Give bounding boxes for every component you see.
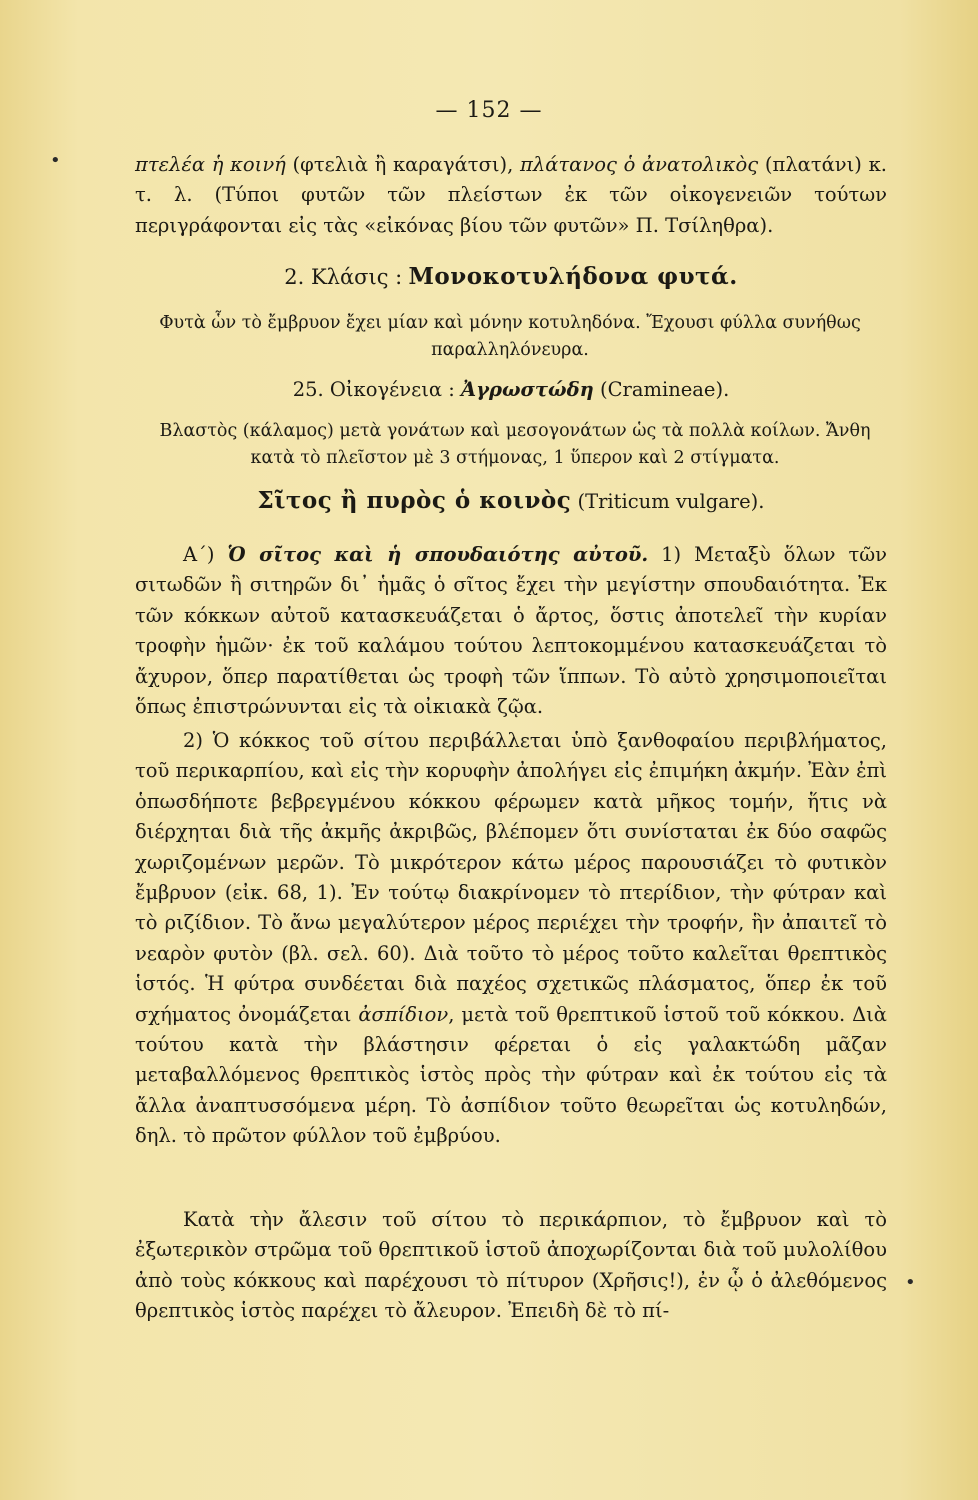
paragraph-2-text-after: , μετὰ τοῦ θρεπτικοῦ ἱστοῦ τοῦ κόκκου. Διὰ τούτου κατὰ τὴν βλάστησιν φέρεται ὁ εἰς γαλακτώδη μᾶζαν μεταβαλλόμενος θρεπτικὸς ἱστὸς πρὸς τὴν φύτραν καὶ ἐκ τούτου εἰς τὰ ἄλλα ἀναπτυσσόμενα μέρη. Τὸ ἀσπίδιον τοῦτο θεωρεῖται ὡς κοτυληδών, δηλ. τὸ πρῶτον φύλλον τοῦ ἐμβρύου.: [135, 1002, 887, 1148]
paragraph-2: [135, 726, 887, 1152]
family-name: Ἀγρωστώδη: [461, 378, 594, 401]
family-label: 25. Οἰκογένεια :: [292, 378, 455, 401]
tree1-name: πτελέα ἡ κοινή: [135, 153, 286, 176]
class-label: 2. Κλάσις :: [284, 265, 403, 289]
class-title: Μονοκοτυλήδονα φυτά.: [408, 263, 738, 290]
page-number: — 152 —: [435, 98, 543, 123]
species-title: Σῖτος ἢ πυρὸς ὁ κοινὸς: [257, 487, 572, 514]
section-a-text: 1) Μεταξὺ ὅλων τῶν σιτωδῶν ἢ σιτηρῶν δι᾽ ἡμᾶς ὁ σῖτος ἔχει τὴν μεγίστην σπουδαιότητα. Ἐκ τῶν κόκκων αὐτοῦ κατασκευάζεται ὁ ἄρτος, ὅστις ἀποτελεῖ τὴν κυρίαν τροφὴν ἡμῶν· ἐκ τοῦ καλάμου τούτου λεπτοκομμένου κατασκευάζεται τὸ ἄχυρον, ὅπερ παρατίθεται ὡς τροφὴ τῶν ἵππων. Τὸ αὐτὸ χρησιμοποιεῖται ὅπως ἐπιστρώνυνται εἰς τὰ οἰκιακὰ ζῷα.: [135, 543, 888, 719]
margin-dot-mark: •: [50, 150, 61, 171]
family-latin: (Cramineae).: [600, 378, 730, 401]
section-a-paragraph: [135, 540, 887, 722]
intro-paragraph: [135, 150, 887, 241]
tree1-common: (φτελιὰ ἢ καραγάτσι),: [285, 153, 521, 176]
paragraph-2-text-before: 2) Ὁ κόκκος τοῦ σίτου περιβάλλεται ὑπὸ ξανθοφαίου περιβλήματος, τοῦ περικαρπίου, καὶ εἰς τὴν κορυφὴν ἀπολήγει εἰς ἐπιμήκη ἀκμήν. Ἐὰν ἐπὶ ὁπωσδήποτε βεβρεγμένου κόκκου φέρωμεν κατὰ μῆκος τομήν, ἥτις νὰ διέρχηται διὰ τῆς ἀκμῆς ἀκριβῶς, βλέπομεν ὅτι συνίσταται ἐκ δύο σαφῶς χωριζομένων μερῶν. Τὸ μικρότερον κάτω μέρος παρουσιάζει τὸ φυτικὸν ἔμβρυον (εἰκ. 68, 1). Ἐν τούτῳ διακρίνομεν τὸ πτερίδιον, τὴν φύτραν καὶ τὸ ριζίδιον. Τὸ ἄνω μεγαλύτερον μέρος περιέχει τὴν τροφήν, ἣν ἀπαιτεῖ τὸ νεαρὸν φυτὸν (βλ. σελ. 60). Διὰ τοῦτο τὸ μέρος τοῦτο καλεῖται θρεπτικὸς ἱστός. Ἡ φύτρα συνδέεται διὰ παχέος σχετικῶς πλάσματος, ὅπερ ἐκ τοῦ σχήματος ὀνομάζεται: [135, 729, 887, 1026]
margin-dot-mark-bottom: •: [905, 1272, 916, 1293]
class-heading: [135, 262, 887, 293]
class-description: Φυτὰ ὧν τὸ ἔμβρυον ἔχει μίαν καὶ μόνην κοτυληδόνα. Ἔχουσι φύλλα συνήθως παραλληλόνευρα.: [159, 313, 861, 360]
tree2-common: (πλατάνι) κ. τ. λ. (Τύποι φυτῶν τῶν πλείστων ἐκ τῶν οἰκογενειῶν τούτων περιγράφονται εἰς τὰς «εἰκόνας βίου τῶν φυτῶν» Π. Τσίληθρα).: [135, 153, 887, 237]
paragraph-3: Κατὰ τὴν ἄλεσιν τοῦ σίτου τὸ περικάρπιον, τὸ ἔμβρυον καὶ τὸ ἐξωτερικὸν στρῶμα τοῦ θρεπτικοῦ ἱστοῦ ἀποχωρίζονται διὰ τοῦ μυλολίθου ἀπὸ τοὺς κόκκους καὶ παρέχουσι τὸ πίτυρον (Χρῆσις!), ἐν ᾧ ὁ ἀλεθόμενος θρεπτικὸς ἱστὸς παρέχει τὸ ἄλευρον. Ἐπειδὴ δὲ τὸ πί-: [135, 1208, 887, 1323]
species-latin: (Triticum vulgare).: [577, 490, 765, 513]
tree2-name: πλάτανος ὁ ἀνατολικὸς: [520, 153, 759, 176]
paragraph-2-term: ἀσπίδιον: [358, 1002, 449, 1026]
family-description: Βλαστὸς (κάλαμος) μετὰ γονάτων καὶ μεσογονάτων ὡς τὰ πολλὰ κοίλων. Ἄνθη κατὰ τὸ πλεῖστον μὲ 3 στήμονας, 1 ὕπερον καὶ 2 στίγματα.: [159, 421, 871, 468]
family-heading: [135, 375, 887, 405]
section-a-title: Ὁ σῖτος καὶ ἡ σπουδαιότης αὐτοῦ.: [227, 543, 649, 566]
section-a-label: Α΄): [183, 543, 228, 566]
species-heading: [135, 486, 887, 517]
